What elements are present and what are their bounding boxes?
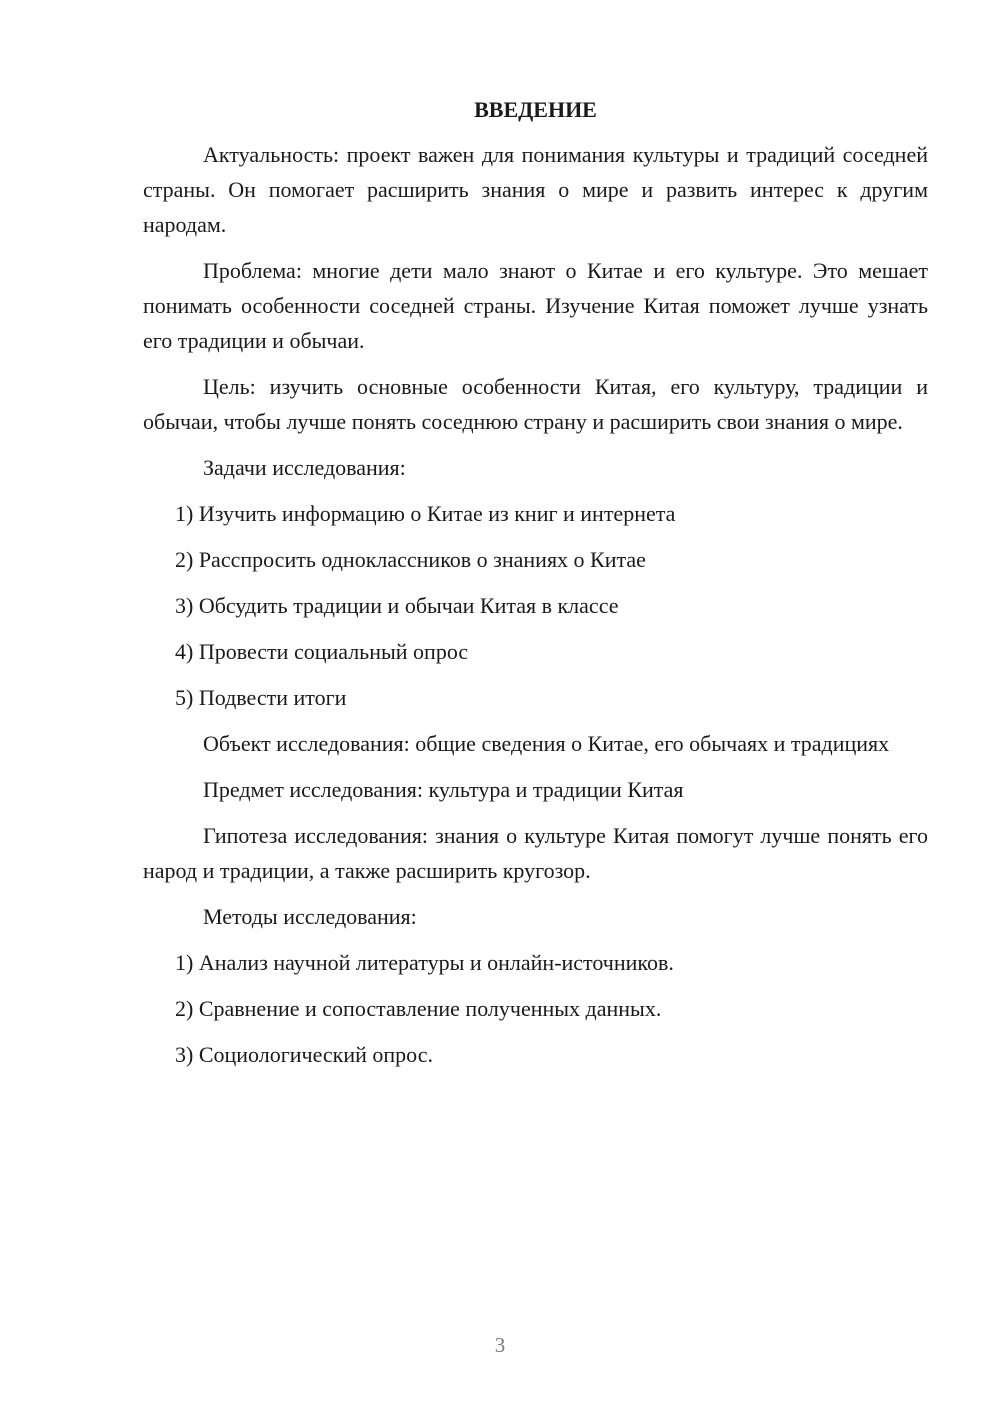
- tasks-list: [143, 496, 928, 715]
- goal-paragraph: Цель: изучить основные особенности Китая, его культуру, традиции и обычаи, чтобы лучше понять соседнюю страну и расширить свои знания о мире.: [143, 374, 928, 434]
- tasks-label: Задачи исследования:: [203, 455, 406, 480]
- problem-paragraph: Проблема: многие дети мало знают о Китае и его культуре. Это мешает понимать особенности соседней страны. Изучение Китая поможет лучше узнать его традиции и обычаи.: [143, 258, 928, 353]
- method-item: 2) Сравнение и сопоставление полученных данных.: [175, 996, 662, 1021]
- methods-list: [143, 945, 928, 1072]
- page-number: 3: [494, 1333, 506, 1357]
- section-heading: ВВЕДЕНИЕ: [474, 97, 597, 122]
- method-item: 3) Социологический опрос.: [175, 1042, 433, 1067]
- object-paragraph: Объект исследования: общие сведения о Китае, его обычаях и традициях: [203, 731, 890, 756]
- task-item: 3) Обсудить традиции и обычаи Китая в классе: [175, 593, 619, 618]
- task-item: 4) Провести социальный опрос: [175, 639, 469, 664]
- methods-label: Методы исследования:: [203, 904, 417, 929]
- relevance-paragraph: Актуальность: проект важен для понимания культуры и традиций соседней страны. Он помогает расширить знания о мире и развить интерес к другим народам.: [143, 142, 928, 237]
- hypothesis-paragraph: Гипотеза исследования: знания о культуре Китая помогут лучше понять его народ и традиции, а также расширить кругозор.: [143, 823, 928, 883]
- method-item: 1) Анализ научной литературы и онлайн-источников.: [175, 950, 674, 975]
- task-item: 2) Расспросить одноклассников о знаниях о Китае: [175, 547, 646, 572]
- document-page: [143, 95, 928, 1083]
- task-item: 1) Изучить информацию о Китае из книг и интернета: [175, 501, 676, 526]
- task-item: 5) Подвести итоги: [175, 685, 347, 710]
- subject-paragraph: Предмет исследования: культура и традиции Китая: [203, 777, 684, 802]
